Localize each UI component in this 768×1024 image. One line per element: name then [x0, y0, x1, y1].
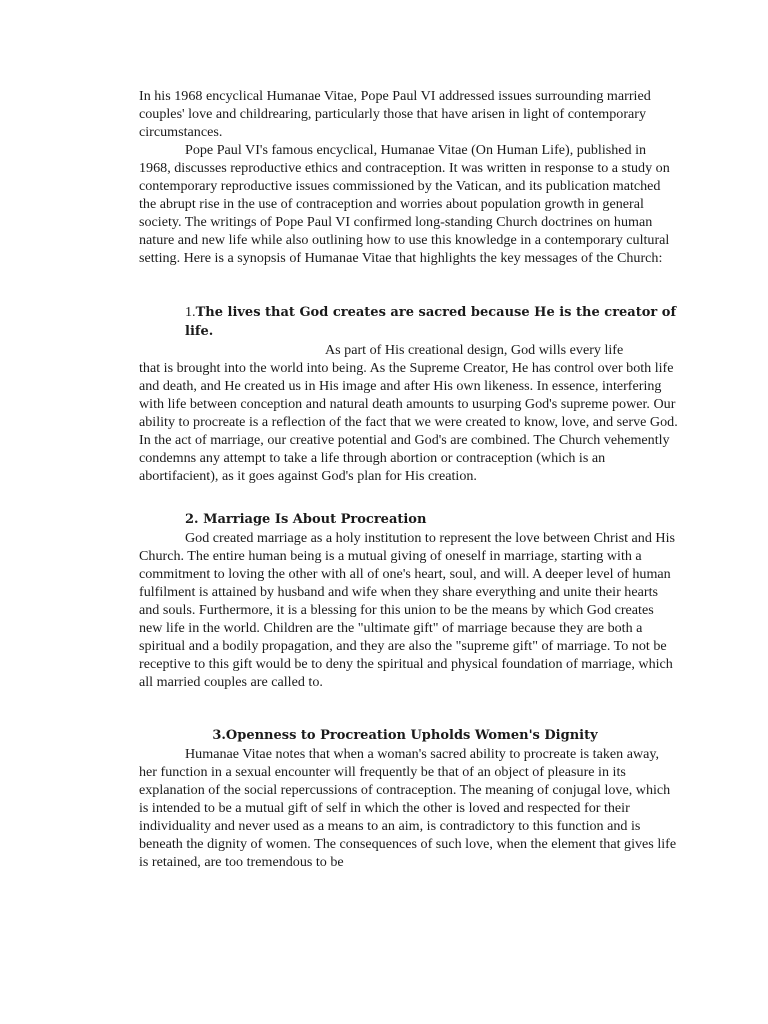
- section-1-first-line: As part of His creational design, God wills every life: [325, 342, 624, 358]
- spacer: [139, 691, 679, 727]
- section-2: [139, 511, 679, 691]
- section-1-heading: The lives that God creates are sacred because He is the creator of life.: [185, 305, 677, 339]
- section-3: [139, 727, 679, 871]
- section-1: [139, 303, 679, 485]
- spacer: [139, 267, 679, 303]
- section-3-heading: 3.Openness to Procreation Upholds Women's Dignity: [212, 728, 598, 743]
- section-1-body: that is brought into the world into being. As the Supreme Creator, He has control over both life and death, and He created us in His image and after His own likeness. In essence, interfering with life between conception and natural death amounts to usurping God's supreme power. Our ability to procreate is a reflection of the fact that we were created to know, love, and serve God. In the act of marriage, our creative potential and God's are combined. The Church vehemently condemns any attempt to take a life through abortion or contraception (which is an abortifacient), as it goes against God's plan for His creation.: [139, 360, 678, 484]
- section-2-heading: 2. Marriage Is About Procreation: [185, 512, 427, 527]
- synopsis-paragraph: Pope Paul VI's famous encyclical, Humanae Vitae (On Human Life), published in 1968, discusses reproductive ethics and contraception. It was written in response to a study on contemporary reproductive issues commissioned by the Vatican, and its publication matched the abrupt rise in the use of contraception and worries about population growth in general society. The writings of Pope Paul VI confirmed long-standing Church doctrines on human nature and new life while also outlining how to use this knowledge in a contemporary cultural setting. Here is a synopsis of Humanae Vitae that highlights the key messages of the Church:: [139, 142, 670, 266]
- section-3-body: Humanae Vitae notes that when a woman's sacred ability to procreate is taken away, her function in a sexual encounter will frequently be that of an object of pleasure in its explanation of the social repercussions of contraception. The meaning of conjugal love, which is intended to be a mutual gift of self in which the other is loved and respected for their individuality and never used as a means to an aim, is contradictory to this function and is beneath the dignity of women. The consequences of such love, when the element that gives life is retained, are too tremendous to be: [139, 746, 677, 870]
- document-page: [139, 87, 679, 871]
- section-1-heading-line: [139, 303, 679, 341]
- section-2-body: God created marriage as a holy institution to represent the love between Christ and His Church. The entire human being is a mutual giving of oneself in marriage, starting with a commitment to loving the other with all of one's heart, soul, and will. A deeper level of human fulfilment is attained by husband and wife when they share everything and unite their hearts and souls. Furthermore, it is a blessing for this union to be the means by which God creates new life in the world. Children are the "ultimate gift" of marriage because they are both a spiritual and a bodily propagation, and they are also the "supreme gift" of marriage. To not be receptive to this gift would be to deny the spiritual and physical foundation of marriage, which all married couples are called to.: [139, 530, 676, 690]
- spacer: [139, 485, 679, 503]
- intro-paragraph: In his 1968 encyclical Humanae Vitae, Pope Paul VI addressed issues surrounding married couples' love and childrearing, particularly those that have arisen in light of contemporary circumstances.: [139, 88, 651, 140]
- section-1-number: 1.: [185, 304, 196, 320]
